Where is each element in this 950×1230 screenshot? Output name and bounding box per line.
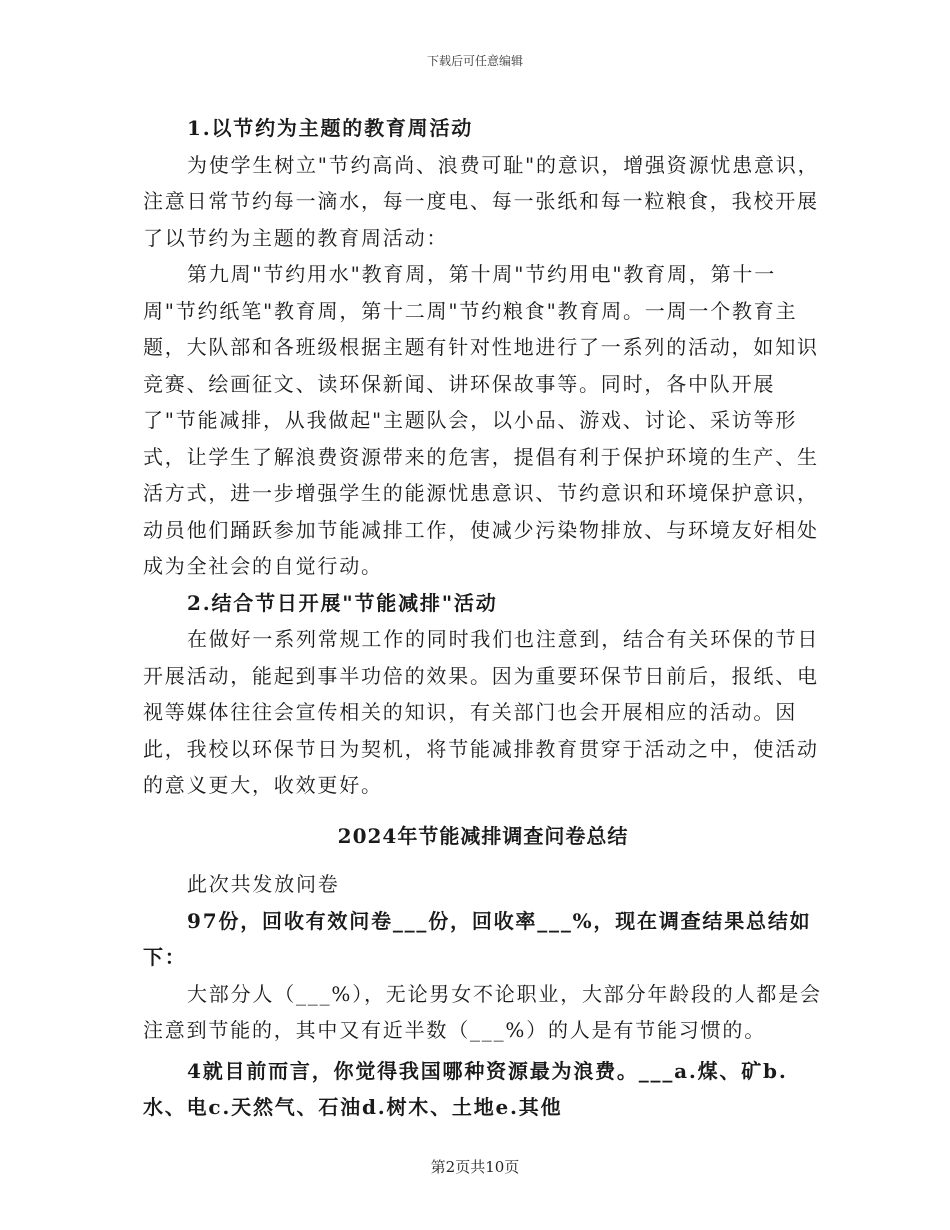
paragraph-3: 在做好一系列常规工作的同时我们也注意到，结合有关环保的节日开展活动，能起到事半功倍的效果。因为重要环保节日前后，报纸、电视等媒体往往会宣传相关的知识，有关部门也会开展相应的活动。因此，我校以环保节日为契机，将节能减排教育贯穿于活动之中，使活动的意义更大，收效更好。 [143, 627, 820, 797]
page-header: 下载后可任意编辑 [426, 54, 523, 68]
paragraph-2: 第九周"节约用水"教育周，第十周"节约用电"教育周，第十一周"节约纸笔"教育周，第十二周"节约粮食"教育周。一周一个教育主题，大队部和各班级根据主题有针对性地进行了一系列的活动，如知识竞赛、绘画征文、读环保新闻、讲环保故事等。同时，各中队开展了"节能减排，从我做起"主题队会，以小品、游戏、讨论、采访等形式，让学生了解浪费资源带来的危害，提倡有利于保护环境的生产、生活方式，进一步增强学生的能源忧患意识、节约意识和环境保护意识，动员他们踊跃参加节能减排工作，使减少污染物排放、与环境友好相处成为全社会的自觉行动。 [143, 262, 819, 578]
survey-intro-line: 此次共发放问卷 [187, 872, 340, 896]
paragraph-1: 为使学生树立"节约高尚、浪费可耻"的意识，增强资源忧患意识，注意日常节约每一滴水，每一度电、每一张纸和每一粒粮食，我校开展了以节约为主题的教育周活动： [143, 152, 820, 250]
page-footer: 第2页共10页 [430, 1158, 520, 1176]
survey-result-paragraph: 大部分人（___%），无论男女不论职业，大部分年龄段的人都是会注意到节能的，其中又有近半数（___%）的人是有节能习惯的。 [143, 981, 822, 1042]
section-heading-1: 1.以节约为主题的教育周活动 [187, 116, 474, 140]
survey-question-4: 4就目前而言，你觉得我国哪种资源最为浪费。___a.煤、矿b.水、电c.天然气、石油d.树木、土地e.其他 [143, 1058, 788, 1119]
survey-count-line: 97份，回收有效问卷___份，回收率___%，现在调查结果总结如下： [143, 908, 812, 969]
document-body [143, 110, 823, 1126]
survey-title: 2024年节能减排调查问卷总结 [337, 823, 629, 848]
section-heading-2: 2.结合节日开展"节能减排"活动 [187, 590, 498, 615]
